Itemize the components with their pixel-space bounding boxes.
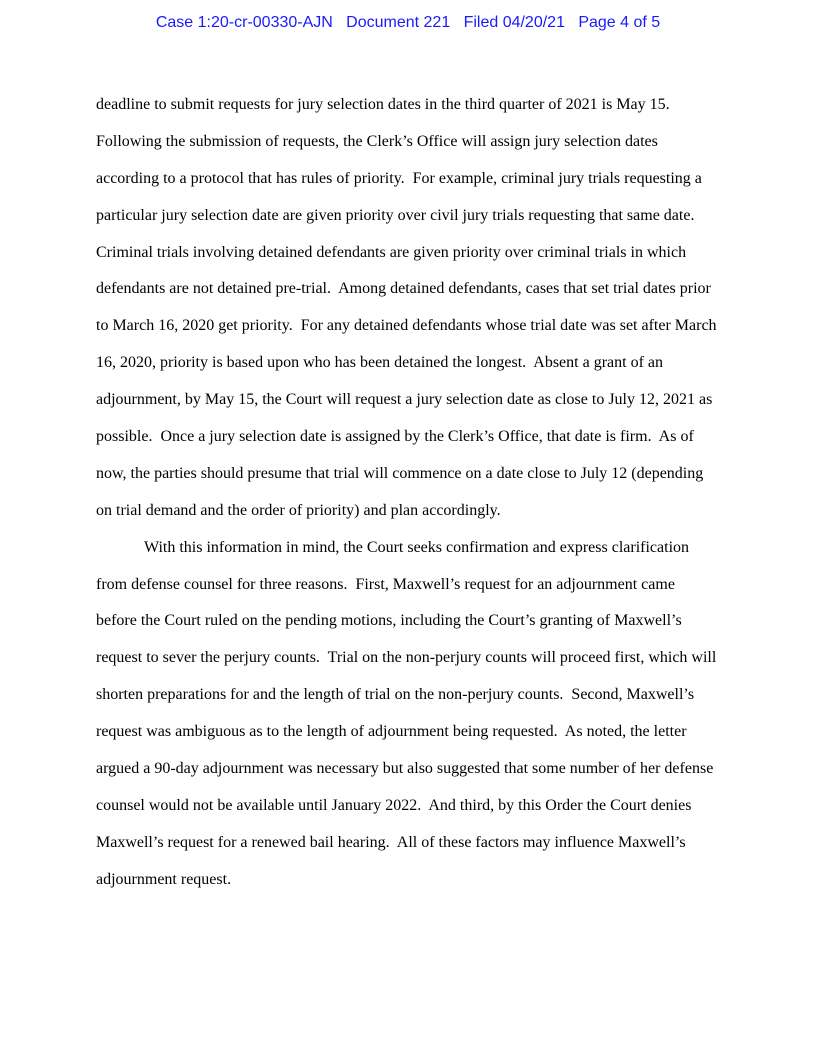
text-line: Maxwell’s request for a renewed bail hearing. All of these factors may influence Maxwell’s xyxy=(96,833,686,851)
page-number: Page 4 of 5 xyxy=(578,14,661,31)
text-line: before the Court ruled on the pending motions, including the Court’s granting of Maxwell’s xyxy=(96,612,682,630)
text-line: deadline to submit requests for jury selection dates in the third quarter of 2021 is May 15. xyxy=(96,96,670,113)
text-line: on trial demand and the order of priority) and plan accordingly. xyxy=(96,501,501,519)
text-line: from defense counsel for three reasons. First, Maxwell’s request for an adjournment came xyxy=(96,575,675,593)
text-line: adjournment, by May 15, the Court will request a jury selection date as close to July 12, 2021 as xyxy=(96,391,713,409)
text-line: to March 16, 2020 get priority. For any detained defendants whose trial date was set after March xyxy=(96,317,717,335)
text-line: Criminal trials involving detained defendants are given priority over criminal trials in which xyxy=(96,243,687,261)
text-line: request to sever the perjury counts. Trial on the non-perjury counts will proceed first, which will xyxy=(96,649,717,667)
text-line: argued a 90-day adjournment was necessary but also suggested that some number of her defense xyxy=(96,760,714,778)
text-line: 16, 2020, priority is based upon who has been detained the longest. Absent a grant of an xyxy=(96,354,663,372)
text-line: request was ambiguous as to the length of adjournment being requested. As noted, the letter xyxy=(96,723,687,741)
paragraph-1 xyxy=(96,94,736,537)
text-line: defendants are not detained pre-trial. Among detained defendants, cases that set trial dates prior xyxy=(96,280,711,298)
text-line: With this information in mind, the Court seeks confirmation and express clarification xyxy=(144,538,690,556)
text-line: possible. Once a jury selection date is assigned by the Clerk’s Office, that date is firm. As of xyxy=(96,428,694,446)
paragraph-2 xyxy=(96,537,736,906)
document-body xyxy=(96,94,736,906)
text-line: counsel would not be available until January 2022. And third, by this Order the Court denies xyxy=(96,796,692,814)
text-line: according to a protocol that has rules of priority. For example, criminal jury trials requesting a xyxy=(96,169,702,187)
text-line: now, the parties should presume that trial will commence on a date close to July 12 (depending xyxy=(96,464,704,482)
text-line: adjournment request. xyxy=(96,870,232,888)
text-line: Following the submission of requests, the Clerk’s Office will assign jury selection dates xyxy=(96,132,658,150)
text-line: shorten preparations for and the length of trial on the non-perjury counts. Second, Maxwell’s xyxy=(96,686,695,704)
case-header xyxy=(0,13,816,33)
case-number: Case 1:20-cr-00330-AJN xyxy=(155,14,333,31)
document-number: Document 221 xyxy=(346,14,451,31)
text-line: particular jury selection date are given priority over civil jury trials requesting that same date. xyxy=(96,206,695,224)
filed-date: Filed 04/20/21 xyxy=(463,14,565,31)
